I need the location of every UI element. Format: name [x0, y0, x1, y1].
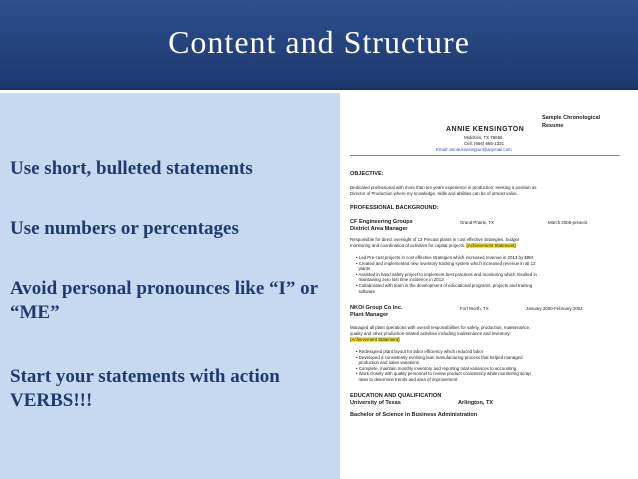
list-item: maintaining zero lost time incidence in 2013	[358, 277, 444, 283]
resume-cell: Cell: (666) 666-1331	[464, 141, 505, 146]
sample-resume-image	[340, 93, 638, 479]
list-item: • Complete, maintain monthly inventory and reporting total variances to accounting	[356, 365, 517, 371]
list-item: • Developed a consistently evolving lean manufacturing process that helped managed	[356, 354, 523, 360]
content-panel	[0, 93, 340, 479]
resume-job2-bullets	[356, 349, 531, 383]
list-item: software	[358, 288, 376, 294]
resume-edu-location: Arlington, TX	[458, 400, 494, 406]
resume-city: Midcities, TX 76666	[464, 135, 503, 140]
resume-job1-company: CF Engineering Groups	[350, 219, 413, 225]
slide-title: Content and Structure	[168, 24, 470, 60]
resume-objective-heading: OBJECTIVE:	[350, 171, 384, 177]
resume-objective-text-2: Director of Production where my knowledge, skills and abilities can be of utmost value.	[350, 191, 518, 196]
resume-rule	[350, 155, 620, 156]
resume-job1-location: Grand Prairie, TX	[460, 220, 495, 225]
resume-sample-label: Sample Chronological	[542, 115, 601, 121]
resume-background-heading: PROFESSIONAL BACKGROUND:	[350, 205, 439, 211]
resume-objective-text: Dedicated professional with more than ten years experience in production; seeking a position as	[350, 185, 537, 190]
resume-job2-desc-2: quality and other production-related activities including maintenance and inventory.	[350, 331, 511, 336]
achievement-highlight: (Achievement Statement)	[466, 243, 516, 248]
resume-job2-location: Fort Worth, TX	[460, 306, 489, 311]
resume-job2-achievement	[350, 337, 400, 343]
resume-email: Email: annie.kensington@anymail.com	[436, 147, 512, 152]
list-item: • Created and implemented new inventory tracking system which increased revenue in all 13	[356, 260, 536, 266]
list-item: • Led Pre-cast projects in cost effective strategies which increased revenue in 2013 by $8M	[356, 255, 533, 260]
resume-job2-title: Plant Manager	[350, 312, 389, 318]
list-item: • Assisted in hand safety project to implement best practices and monitoring which resulted in	[356, 271, 537, 277]
resume-job1-desc-2: monitoring and coordination of activities for capital projects. (Achievement Statement)	[350, 243, 516, 248]
list-item: rates to determine trends and area of improvement	[358, 376, 458, 382]
resume-job1-dates: March 2005-present	[548, 220, 588, 225]
point-personal-pronouns: Avoid personal pronounces like “I” or “ME”	[10, 278, 318, 323]
resume-job2-company: NKOI Group Co Inc.	[350, 305, 403, 311]
list-item: plants	[358, 266, 371, 272]
list-item: • Collaborated with team in the development of educational programs, projects and training	[356, 282, 533, 288]
resume-name: ANNIE KENSINGTON	[446, 126, 525, 133]
point-bulleted-statements: Use short, bulleted statements	[10, 158, 253, 179]
list-item: production and sales variations	[358, 360, 419, 366]
resume-job1-bullets	[356, 255, 537, 294]
resume-edu-degree: Bachelor of Science in Business Administration	[350, 412, 478, 418]
point-action-verbs: Start your statements with action VERBS!!!	[10, 366, 280, 411]
resume-job1-title: District Area Manager	[350, 226, 408, 232]
resume-sample-label-2: Resume	[542, 123, 564, 129]
list-item: • Work closely with quality personnel to review product consistency while monitoring scrap	[356, 371, 531, 377]
resume-job1-desc: Responsible for direct oversight of 13 Precast plants in cost effective strategies, budget	[350, 237, 520, 242]
resume-edu-school: University of Texas	[350, 400, 401, 406]
title-bar	[0, 0, 638, 90]
resume-job2-dates: January 2000-February 2002	[526, 306, 583, 311]
list-item: • Redesigned plant layout for labor efficiency which reduced labor	[356, 349, 484, 354]
point-numbers-percentages: Use numbers or percentages	[10, 218, 239, 239]
resume-job2-desc: Managed all plant operations with overall responsibilities for safety, production, maintenance,	[350, 325, 531, 330]
resume-education-heading: EDUCATION AND QUALIFICATION	[350, 393, 442, 399]
achievement-highlight: (Achievement Statement)	[350, 337, 400, 342]
